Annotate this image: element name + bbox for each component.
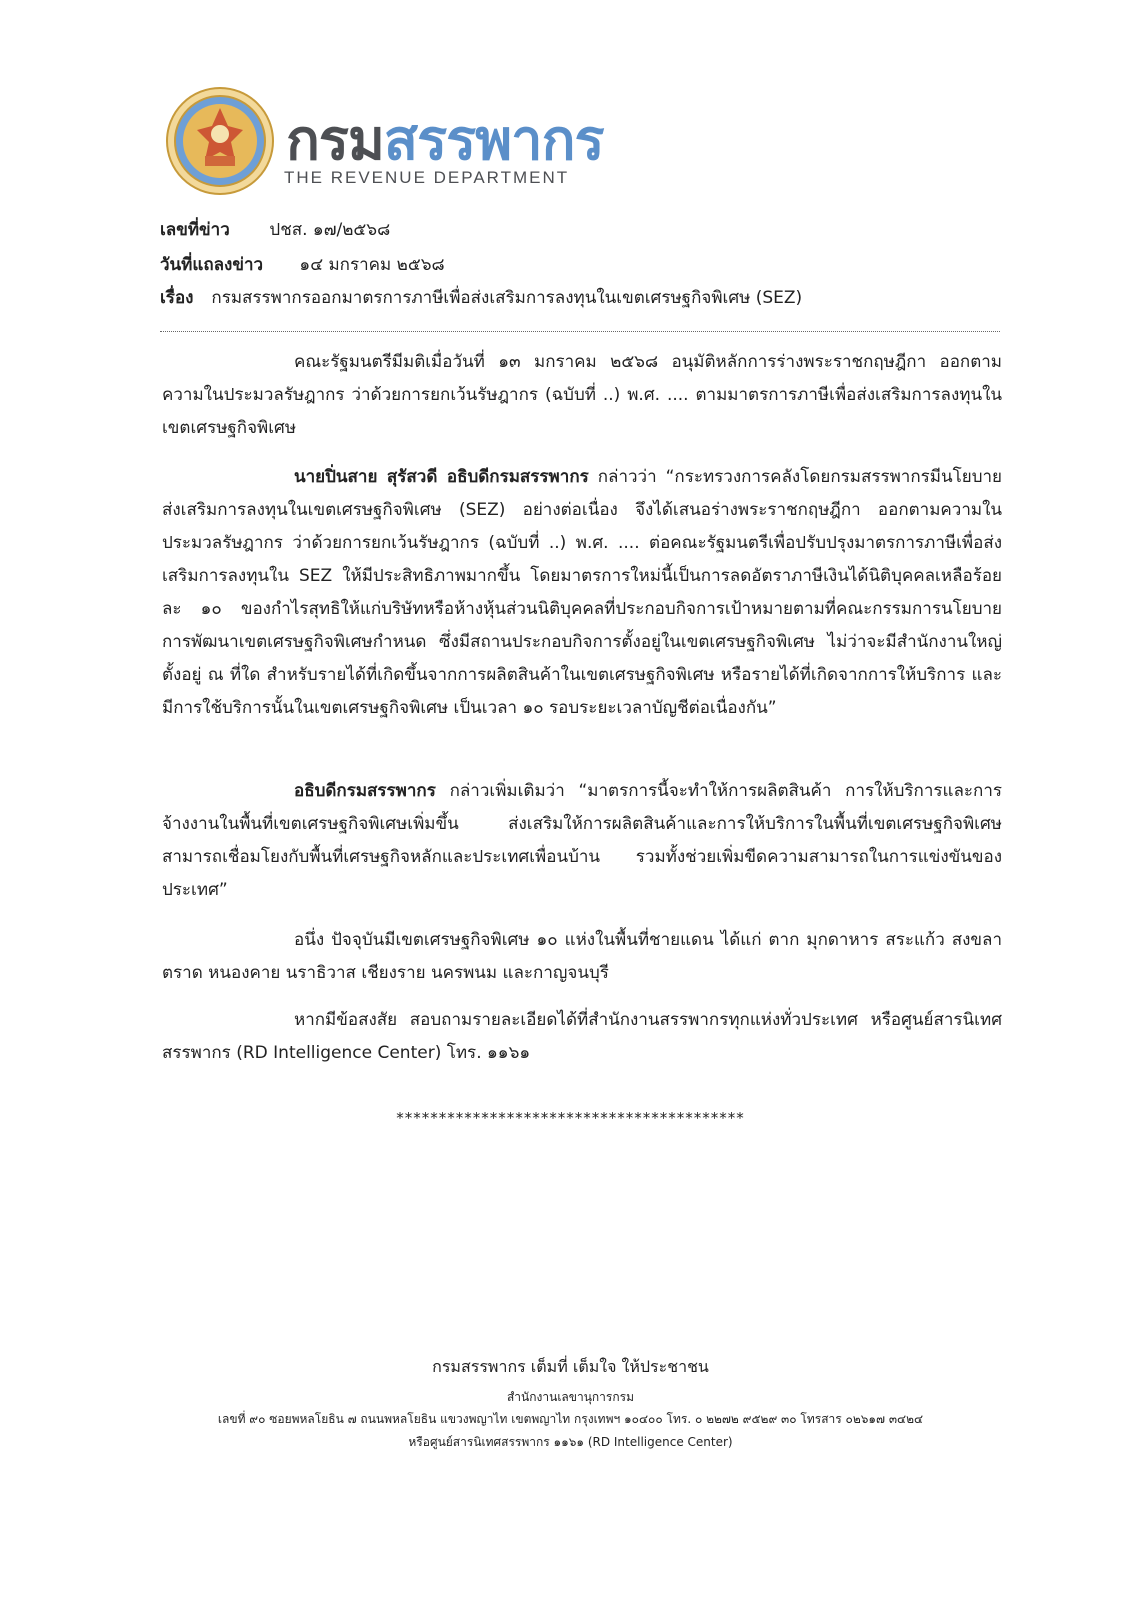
release-date-row [160,254,445,276]
paragraph-3-text: กล่าวเพิ่มเติมว่า “มาตรการนี้จะทำให้การผลิตสินค้า การให้บริการและการจ้างงานในพื้นที่เขตเศรษฐกิจพิเศษเพิ่มขึ้น ส่งเสริมให้การผลิตสินค้าและการให้บริการในพื้นที่เขตเศรษฐกิจพิเศษสามารถเชื่อมโยงกับพื้นที่เศรษฐกิจหลักและประเทศเพื่อนบ้าน รวมทั้งช่วยเพิ่มขีดความสามารถในการแข่งขันของประเทศ” [162,781,1002,900]
wordmark-english: THE REVENUE DEPARTMENT [284,168,570,187]
revenue-department-seal-logo [165,86,275,196]
paragraph-3-lead: อธิบดีกรมสรรพากร [294,781,436,801]
paragraph-1: คณะรัฐมนตรีมีมติเมื่อวันที่ ๑๓ มกราคม ๒๕๖๘ อนุมัติหลักการร่างพระราชกฤษฎีกา ออกตามความในประมวลรัษฎากร ว่าด้วยการยกเว้นรัษฎากร (ฉบับที่ ..) พ.ศ. .... ตามมาตรการภาษีเพื่อส่งเสริมการลงทุนในเขตเศรษฐกิจพิเศษ [162,352,1002,438]
paragraph-3 [162,775,1002,907]
subject-label: เรื่อง [160,288,194,308]
subject-value: กรมสรรพากรออกมาตรการภาษีเพื่อส่งเสริมการลงทุนในเขตเศรษฐกิจพิเศษ (SEZ) [211,288,803,308]
paragraph-2-lead: นายปิ่นสาย สุรัสวดี อธิบดีกรมสรรพากร [294,467,589,487]
paragraph-4: อนึ่ง ปัจจุบันมีเขตเศรษฐกิจพิเศษ ๑๐ แห่งในพื้นที่ชายแดน ได้แก่ ตาก มุกดาหาร สระแก้ว สงขลา ตราด หนองคาย นราธิวาส เชียงราย นครพนม และกาญจนบุรี [162,930,1002,983]
paragraph-2-text: กล่าวว่า “กระทรวงการคลังโดยกรมสรรพากรมีนโยบายส่งเสริมการลงทุนในเขตเศรษฐกิจพิเศษ (SEZ) อย่างต่อเนื่อง จึงได้เสนอร่างพระราชกฤษฎีกา ออกตามความในประมวลรัษฎากร ว่าด้วยการยกเว้นรัษฎากร (ฉบับที่ ..) พ.ศ. .... ต่อคณะรัฐมนตรีเพื่อปรับปรุงมาตรการภาษีเพื่อส่งเสริมการลงทุนใน SEZ ให้มีประสิทธิภาพมากขึ้น โดยมาตรการใหม่นี้เป็นการลดอัตราภาษีเงินได้นิติบุคคลเหลือร้อยละ ๑๐ ของกำไรสุทธิให้แก่บริษัทหรือห้างหุ้นส่วนนิติบุคคลที่ประกอบกิจการเป้าหมายตามที่คณะกรรมการนโยบายการพัฒนาเขตเศรษฐกิจพิเศษกำหนด ซึ่งมีสถานประกอบกิจการตั้งอยู่ในเขตเศรษฐกิจพิเศษ ไม่ว่าจะมีสำนักงานใหญ่ตั้งอยู่ ณ ที่ใด สำหรับรายได้ที่เกิดขึ้นจากการผลิตสินค้าในเขตเศรษฐกิจพิเศษ หรือรายได้ที่เกิดจากการให้บริการ และมีการใช้บริการนั้นในเขตเศรษฐกิจพิเศษ เป็นเวลา ๑๐ รอบระยะเวลาบัญชีต่อเนื่องกัน” [162,467,1002,718]
news-number-row [160,219,390,241]
subject-row [160,287,802,309]
release-date-label: วันที่แถลงข่าว [160,255,264,275]
paragraph-2 [162,461,1002,725]
end-separator: ***************************************** [396,1109,745,1127]
news-number-label: เลขที่ข่าว [160,220,230,240]
footer-slogan: กรมสรรพากร เต็มที่ เต็มใจ ให้ประชาชน [432,1357,709,1376]
news-number-value: ปชส. ๑๗/๒๕๖๘ [269,220,391,240]
wordmark-thai: กรมสรรพากร [286,108,604,171]
release-date-value: ๑๔ มกราคม ๒๕๖๘ [299,255,445,275]
footer-contact: หรือศูนย์สารนิเทศสรรพากร ๑๑๖๑ (RD Intelligence Center) [408,1435,733,1449]
paragraph-5: หากมีข้อสงสัย สอบถามรายละเอียดได้ที่สำนักงานสรรพากรทุกแห่งทั่วประเทศ หรือศูนย์สารนิเทศสรรพากร (RD Intelligence Center) โทร. ๑๑๖๑ [162,1010,1002,1063]
footer-address: เลขที่ ๙๐ ซอยพหลโยธิน ๗ ถนนพหลโยธิน แขวงพญาไท เขตพญาไท กรุงเทพฯ ๑๐๔๐๐ โทร. ๐ ๒๒๗๒ ๙๕๒๙ ๓๐ โทรสาร ๐๒๖๑๗ ๓๔๒๔ [217,1412,924,1426]
footer-office: สำนักงานเลขานุการกรม [506,1390,634,1404]
dotted-divider [160,331,1000,332]
